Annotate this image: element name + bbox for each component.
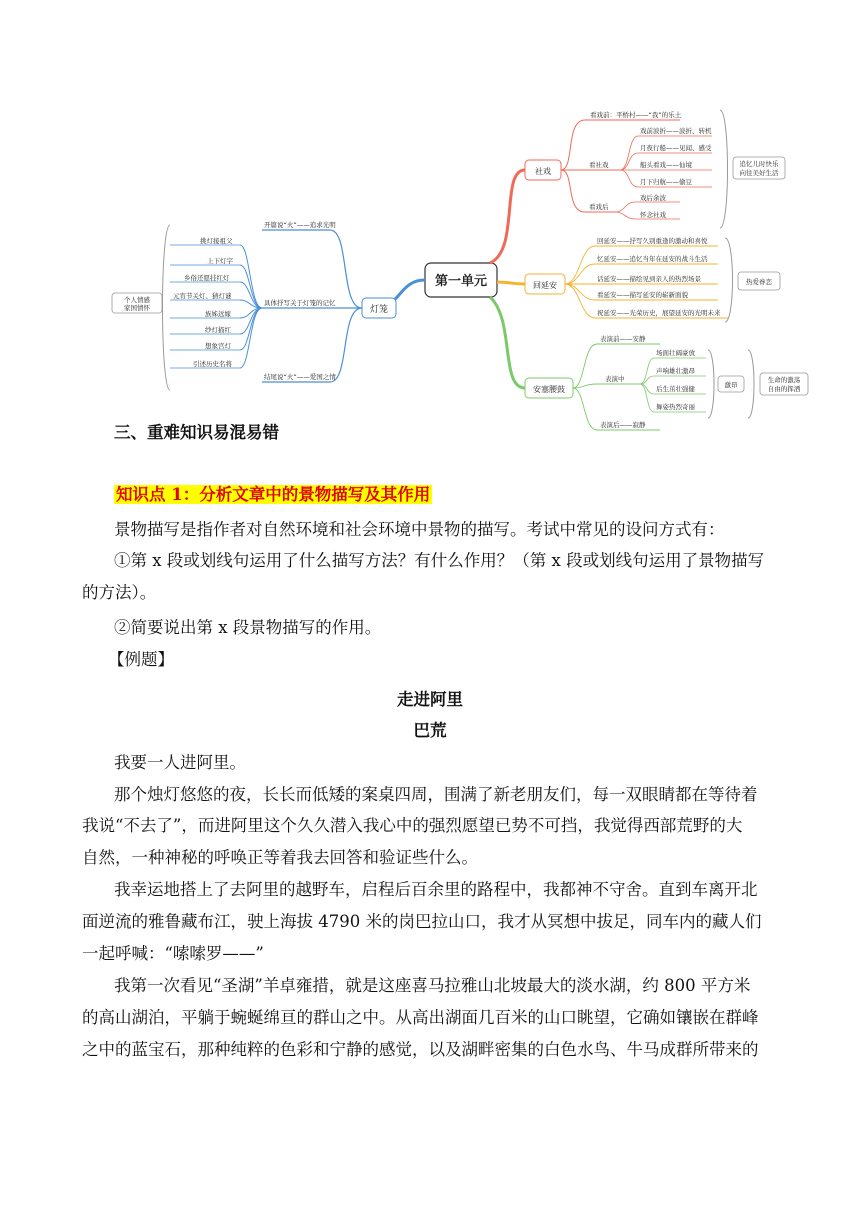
right-mid-item: 看延安——描写延安的崭新面貌	[597, 291, 688, 299]
left-item: 乡俗还愿挂红灯	[184, 274, 230, 282]
right-bottom-summary-1: 生命的激荡	[767, 376, 801, 384]
right-bottom-label: 安塞腰鼓	[533, 385, 565, 394]
right-bottom-during-item: 场面壮阔豪放	[656, 349, 695, 357]
right-bottom-during: 表演中	[605, 375, 625, 383]
left-item: 纱灯描红	[205, 326, 231, 334]
right-top-after-item: 戏后余波	[640, 194, 666, 202]
left-root-2: 家国情怀	[124, 304, 150, 312]
left-item: 想象宫灯	[205, 342, 231, 350]
right-top-during-item: 船头看戏——仙境	[640, 161, 692, 169]
left-node-label: 灯笼	[369, 305, 389, 315]
paragraph-2-line-1: 那个烛灯悠悠的夜，长长而低矮的案桌四周，围满了新老朋友们，每一双眼睛都在等待着	[114, 785, 758, 804]
knowledge-point: 知识点 1：分析文章中的景物描写及其作用	[116, 485, 431, 504]
right-bottom-during-item: 声响雄壮激昂	[656, 367, 695, 375]
left-upper: 开篇说“火”——追求光明	[264, 221, 336, 229]
left-lower: 结尾说“火”——爱国之情	[264, 373, 336, 381]
right-top-during-item: 月夜行船——见闻、感受	[640, 144, 712, 152]
left-item: 上下灯字	[207, 257, 233, 265]
right-top-during-item: 月下归航——偷豆	[640, 178, 692, 186]
right-bottom-after: 表演后——寂静	[600, 421, 646, 429]
right-top-after-item: 怀念社戏	[640, 211, 666, 219]
section-heading: 三、重难知识易混易错	[114, 423, 279, 442]
right-mid-item: 祝延安——光荣历史，展望延安的光明未来	[597, 309, 721, 317]
knowledge-point-row	[114, 484, 432, 506]
paragraph-3-line-2: 面逆流的雅鲁藏布江，驶上海拔 4790 米的岗巴拉山口，我才从冥想中拔足，同车内的藏人们	[82, 912, 762, 931]
paragraph-2-line-2: 我说“不去了”，而进阿里这个久久潜入我心中的强烈愿望已势不可挡，我觉得西部荒野的大	[82, 816, 743, 835]
right-mid-item: 忆延安——追忆当年在延安的战斗生活	[597, 255, 708, 263]
mind-map	[0, 0, 860, 440]
right-mid-item: 话延安——描绘见到亲人的热烈场景	[597, 275, 701, 283]
right-top-during: 看社戏	[589, 161, 609, 169]
right-mid-summary: 热爱眷恋	[746, 278, 772, 286]
right-bottom-summary-2: 自由的挥洒	[767, 385, 801, 393]
right-top-before: 看戏前：平桥村——“我”的乐土	[590, 111, 682, 119]
article-title: 走进阿里	[397, 690, 463, 709]
right-bottom-before: 表演前——安静	[600, 335, 646, 343]
question-1-line-1: ①第 x 段或划线句运用了什么描写方法？有什么作用？（第 x 段或划线句运用了景物描写	[114, 551, 765, 570]
left-item: 挑灯接祖父	[200, 237, 233, 245]
left-item: 族姊远嫁	[205, 310, 231, 318]
right-bottom-during-item: 舞姿热烈奇丽	[656, 403, 695, 411]
right-bottom-mid: 激昂	[724, 381, 738, 389]
right-mid-item: 回延安——抒写久别重逢的激动和喜悦	[597, 237, 708, 245]
paragraph-4-line-1: 我第一次看见“圣湖”羊卓雍措，就是这座喜马拉雅山北坡最大的淡水湖，约 800 平方米	[114, 976, 751, 995]
intro-text: 景物描写是指作者对自然环境和社会环境中景物的描写。考试中常见的设问方式有：	[114, 520, 725, 539]
left-item: 元宵节关灯、猜灯谜	[173, 292, 232, 300]
left-root-1: 个人情感	[124, 296, 150, 304]
question-2: ②简要说出第 x 段景物描写的作用。	[114, 618, 382, 637]
right-top-summary-1: 追忆儿时快乐	[739, 160, 779, 168]
paragraph-1: 我要一人进阿里。	[114, 753, 246, 772]
question-1-line-2: 的方法）。	[82, 583, 157, 602]
right-bottom-during-item: 后生茁壮强健	[656, 385, 695, 393]
paragraph-4-line-2: 的高山湖泊，平躺于蜿蜒绵亘的群山之中。从高出湖面几百米的山口眺望，它确如镶嵌在群峰	[82, 1008, 759, 1027]
right-top-during-item: 戏前波折——波折、转机	[640, 127, 712, 135]
paragraph-2-line-3: 自然，一种神秘的呼唤正等着我去回答和验证些什么。	[82, 848, 478, 867]
left-item: 引述历史名将	[193, 360, 232, 368]
example-label: 【例题】	[108, 650, 174, 669]
right-top-label: 社戏	[535, 167, 551, 176]
center-node-label: 第一单元	[434, 274, 488, 289]
right-top-summary-2: 向往美好生活	[739, 169, 779, 177]
right-mid-label: 回延安	[533, 281, 557, 290]
paragraph-3-line-1: 我幸运地搭上了去阿里的越野车，启程后百余里的路程中，我都神不守舍。直到车离开北	[114, 880, 758, 899]
right-top-after: 看戏后	[589, 203, 609, 211]
paragraph-3-line-3: 一起呼喊：“嗦嗦罗——”	[82, 944, 264, 963]
left-middle: 具体抒写关于灯笼的记忆	[264, 299, 336, 307]
article-author: 巴荒	[413, 721, 447, 740]
paragraph-4-line-3: 之中的蓝宝石，那种纯粹的色彩和宁静的感觉，以及湖畔密集的白色水鸟、牛马成群所带来的	[82, 1040, 759, 1059]
